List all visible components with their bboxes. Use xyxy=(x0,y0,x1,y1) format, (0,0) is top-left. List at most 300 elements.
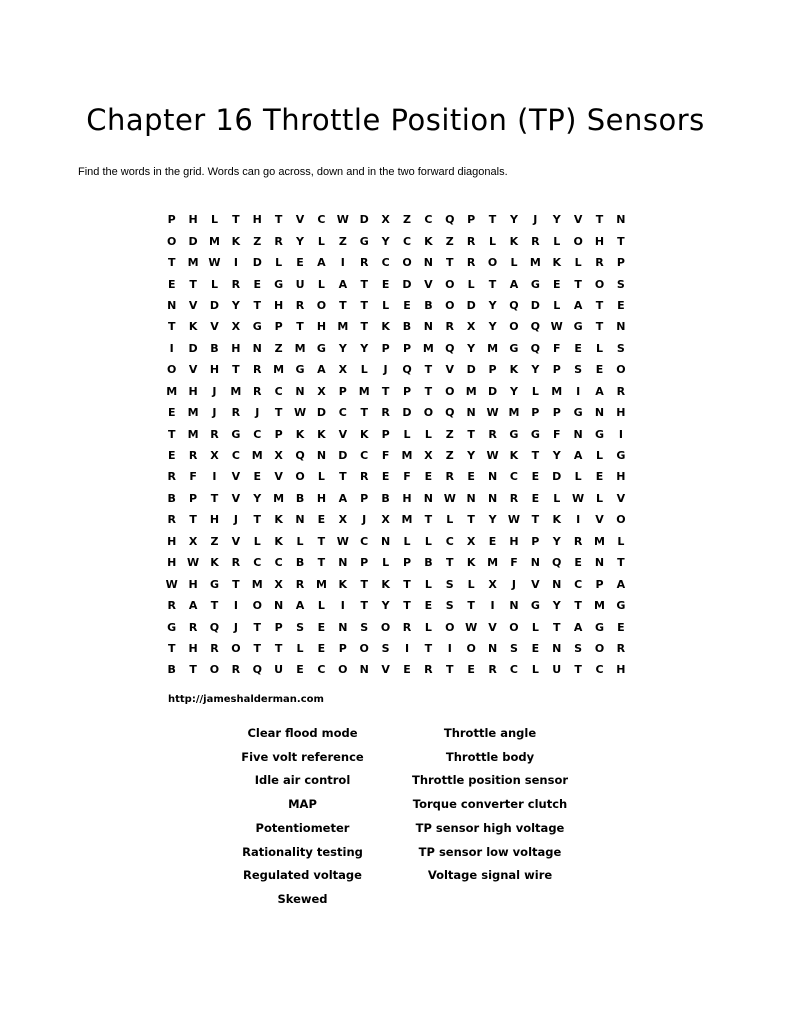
grid-cell: C xyxy=(253,556,262,570)
grid-cell: T xyxy=(595,320,604,334)
grid-cell: T xyxy=(274,406,283,420)
grid-cell: L xyxy=(275,256,283,270)
grid-cell: H xyxy=(188,577,198,591)
grid-cell: H xyxy=(188,641,198,655)
puzzle-instructions: Find the words in the grid. Words can go across, down and in the two forward diagonals. xyxy=(78,166,508,178)
grid-cell: G xyxy=(594,620,605,634)
grid-cell: L xyxy=(596,491,604,505)
grid-cell: P xyxy=(274,620,283,634)
grid-cell: M xyxy=(187,406,199,420)
grid-cell: C xyxy=(381,256,390,270)
grid-cell: P xyxy=(360,491,369,505)
grid-cell: T xyxy=(446,556,454,570)
grid-cell: T xyxy=(424,641,433,655)
word-list-item: Clear flood mode xyxy=(247,726,358,740)
grid-cell: D xyxy=(466,298,476,312)
grid-cell: E xyxy=(167,449,176,463)
grid-cell: R xyxy=(616,384,626,398)
grid-cell: K xyxy=(274,513,283,527)
grid-cell: P xyxy=(381,341,390,355)
grid-cell: Q xyxy=(445,341,455,355)
grid-cell: T xyxy=(232,213,240,227)
grid-cell: G xyxy=(295,363,305,377)
grid-cell: I xyxy=(340,599,345,613)
grid-cell: M xyxy=(401,449,413,463)
word-list-item: Rationality testing xyxy=(242,844,363,859)
grid-cell: K xyxy=(509,234,519,248)
grid-cell: N xyxy=(616,213,626,227)
grid-cell: O xyxy=(445,298,455,312)
grid-cell: E xyxy=(296,256,304,270)
grid-cell: C xyxy=(574,577,583,591)
grid-cell: T xyxy=(317,534,326,548)
grid-cell: Y xyxy=(381,599,390,613)
grid-cell: M xyxy=(529,256,541,270)
grid-cell: V xyxy=(231,470,241,484)
grid-cell: B xyxy=(424,556,433,570)
grid-cell: G xyxy=(594,427,605,441)
grid-cell: G xyxy=(252,320,262,334)
grid-cell: C xyxy=(253,427,262,441)
grid-cell: P xyxy=(402,384,412,398)
grid-cell: X xyxy=(488,577,497,591)
grid-cell: H xyxy=(616,663,626,677)
grid-cell: G xyxy=(530,277,540,291)
grid-cell: P xyxy=(552,363,561,377)
grid-cell: O xyxy=(594,641,605,655)
grid-cell: R xyxy=(616,641,626,655)
grid-cell: O xyxy=(487,256,498,270)
grid-cell: L xyxy=(210,213,218,227)
grid-cell: E xyxy=(424,599,433,613)
grid-cell: P xyxy=(616,256,625,270)
grid-cell: L xyxy=(489,234,497,248)
grid-cell: N xyxy=(466,491,476,505)
grid-cell: Y xyxy=(488,513,497,527)
grid-cell: R xyxy=(359,256,369,270)
grid-cell: S xyxy=(360,620,369,634)
grid-cell: O xyxy=(509,320,519,334)
grid-cell: X xyxy=(231,320,241,334)
grid-cell: C xyxy=(402,234,412,248)
grid-cell: E xyxy=(253,277,262,291)
grid-cell: M xyxy=(508,406,520,420)
grid-cell: T xyxy=(574,599,582,613)
grid-cell: E xyxy=(617,298,625,312)
grid-cell: D xyxy=(402,406,412,420)
grid-cell: P xyxy=(189,491,198,505)
grid-cell: B xyxy=(402,320,412,334)
grid-cell: Y xyxy=(467,449,476,463)
grid-cell: T xyxy=(253,620,262,634)
grid-cell: P xyxy=(402,556,412,570)
grid-cell: Q xyxy=(295,449,305,463)
grid-cell: A xyxy=(338,277,348,291)
grid-cell: B xyxy=(167,663,176,677)
grid-cell: A xyxy=(616,577,626,591)
grid-cell: T xyxy=(403,599,411,613)
grid-cell: H xyxy=(616,470,626,484)
grid-cell: F xyxy=(510,556,518,570)
grid-cell: O xyxy=(252,599,262,613)
grid-cell: N xyxy=(509,599,519,613)
grid-cell: L xyxy=(424,427,432,441)
grid-cell: E xyxy=(488,534,497,548)
grid-cell: O xyxy=(509,620,519,634)
grid-cell: E xyxy=(167,406,176,420)
word-list-item: TP sensor high voltage xyxy=(415,820,565,835)
grid-cell: G xyxy=(509,341,519,355)
grid-cell: R xyxy=(253,363,262,377)
grid-cell: S xyxy=(445,577,454,591)
grid-cell: I xyxy=(576,513,581,527)
grid-cell: E xyxy=(617,620,625,634)
grid-cell: M xyxy=(251,577,263,591)
grid-cell: E xyxy=(574,341,582,355)
grid-cell: E xyxy=(317,513,326,527)
grid-cell: R xyxy=(424,663,433,677)
grid-cell: O xyxy=(167,363,177,377)
grid-cell: C xyxy=(509,470,518,484)
grid-cell: N xyxy=(552,577,562,591)
grid-cell: X xyxy=(274,577,283,591)
grid-cell: Q xyxy=(402,363,412,377)
grid-cell: T xyxy=(424,384,433,398)
grid-cell: T xyxy=(424,363,433,377)
grid-cell: O xyxy=(402,256,412,270)
grid-cell: H xyxy=(509,534,519,548)
grid-cell: O xyxy=(445,384,455,398)
grid-cell: L xyxy=(296,534,304,548)
grid-cell: Z xyxy=(445,427,454,441)
grid-cell: E xyxy=(296,663,304,677)
grid-cell: N xyxy=(423,491,433,505)
grid-cell: S xyxy=(574,641,583,655)
grid-cell: W xyxy=(572,491,585,505)
grid-cell: K xyxy=(509,449,519,463)
grid-cell: J xyxy=(383,363,388,377)
grid-cell: O xyxy=(167,234,177,248)
grid-cell: K xyxy=(295,427,305,441)
grid-cell: R xyxy=(445,320,455,334)
word-list-item: Five volt reference xyxy=(241,749,364,764)
grid-cell: Z xyxy=(274,341,283,355)
grid-cell: L xyxy=(317,234,325,248)
grid-cell: Q xyxy=(445,213,455,227)
grid-cell: X xyxy=(188,534,198,548)
grid-cell: O xyxy=(231,641,241,655)
grid-cell: R xyxy=(466,256,476,270)
grid-cell: W xyxy=(486,406,499,420)
grid-cell: X xyxy=(338,363,348,377)
grid-cell: M xyxy=(487,556,499,570)
grid-cell: F xyxy=(403,470,411,484)
grid-cell: H xyxy=(594,234,605,248)
grid-cell: P xyxy=(531,406,540,420)
grid-cell: R xyxy=(573,534,583,548)
grid-cell: E xyxy=(531,641,540,655)
grid-cell: S xyxy=(296,620,304,634)
grid-cell: I xyxy=(447,641,452,655)
grid-cell: T xyxy=(574,663,582,677)
grid-cell: W xyxy=(486,449,499,463)
grid-cell: V xyxy=(231,534,241,548)
grid-cell: L xyxy=(253,534,261,548)
grid-cell: R xyxy=(274,234,283,248)
grid-cell: R xyxy=(210,641,219,655)
grid-cell: L xyxy=(403,427,411,441)
grid-cell: L xyxy=(531,663,539,677)
grid-cell: M xyxy=(166,384,178,398)
grid-cell: P xyxy=(531,534,540,548)
grid-cell: I xyxy=(576,384,581,398)
word-list-item: Idle air control xyxy=(254,773,351,788)
grid-cell: R xyxy=(188,620,198,634)
grid-cell: T xyxy=(253,513,262,527)
grid-cell: K xyxy=(317,427,326,441)
grid-cell: C xyxy=(231,449,240,463)
grid-cell: N xyxy=(594,556,605,570)
grid-cell: T xyxy=(360,320,368,334)
grid-cell: E xyxy=(595,363,604,377)
grid-cell: A xyxy=(573,449,583,463)
grid-cell: T xyxy=(360,277,368,291)
grid-cell: R xyxy=(210,427,219,441)
grid-cell: G xyxy=(209,577,219,591)
grid-cell: W xyxy=(336,213,349,227)
grid-cell: T xyxy=(167,320,176,334)
word-list-item: Voltage signal wire xyxy=(427,868,553,883)
grid-cell: D xyxy=(316,406,326,420)
grid-cell: T xyxy=(210,599,219,613)
grid-cell: I xyxy=(340,256,345,270)
grid-cell: N xyxy=(487,641,498,655)
grid-cell: A xyxy=(338,491,348,505)
grid-cell: U xyxy=(274,663,284,677)
grid-cell: X xyxy=(381,513,390,527)
grid-cell: R xyxy=(231,556,241,570)
grid-cell: T xyxy=(232,363,240,377)
grid-cell: N xyxy=(167,298,177,312)
grid-cell: I xyxy=(233,256,238,270)
grid-cell: T xyxy=(595,213,604,227)
grid-cell: R xyxy=(488,663,497,677)
word-list-right-column xyxy=(390,722,590,888)
grid-cell: S xyxy=(616,341,625,355)
grid-cell: M xyxy=(358,384,370,398)
grid-cell: E xyxy=(403,298,411,312)
grid-cell: Y xyxy=(296,234,305,248)
grid-cell: H xyxy=(188,384,198,398)
grid-cell: J xyxy=(233,620,238,634)
grid-cell: Q xyxy=(552,556,562,570)
grid-cell: K xyxy=(466,556,476,570)
grid-cell: C xyxy=(274,556,283,570)
grid-cell: T xyxy=(617,234,625,248)
grid-cell: V xyxy=(188,298,198,312)
grid-cell: L xyxy=(424,577,432,591)
grid-cell: P xyxy=(402,341,412,355)
grid-cell: W xyxy=(443,491,456,505)
grid-cell: J xyxy=(362,513,367,527)
grid-cell: T xyxy=(167,427,176,441)
grid-cell: S xyxy=(509,641,518,655)
grid-cell: X xyxy=(317,384,326,398)
grid-cell: Y xyxy=(509,384,518,398)
grid-cell: M xyxy=(273,363,285,377)
grid-cell: O xyxy=(359,641,369,655)
grid-cell: L xyxy=(382,556,390,570)
grid-cell: T xyxy=(317,556,326,570)
grid-cell: Y xyxy=(253,491,262,505)
grid-cell: J xyxy=(212,406,217,420)
grid-cell: O xyxy=(573,234,583,248)
grid-cell: N xyxy=(594,406,605,420)
grid-cell: R xyxy=(402,620,412,634)
grid-cell: C xyxy=(317,213,326,227)
grid-cell: H xyxy=(316,491,327,505)
grid-cell: D xyxy=(487,384,498,398)
grid-cell: L xyxy=(424,620,432,634)
grid-cell: D xyxy=(530,298,540,312)
grid-cell: T xyxy=(210,491,219,505)
grid-cell: T xyxy=(360,406,368,420)
grid-cell: T xyxy=(296,320,304,334)
grid-cell: H xyxy=(188,213,198,227)
grid-cell: J xyxy=(511,577,516,591)
grid-cell: Y xyxy=(531,363,540,377)
grid-cell: D xyxy=(359,213,369,227)
grid-cell: I xyxy=(233,599,238,613)
grid-cell: T xyxy=(360,577,368,591)
grid-cell: P xyxy=(552,406,561,420)
grid-cell: R xyxy=(531,234,540,248)
grid-cell: R xyxy=(359,470,369,484)
grid-cell: P xyxy=(338,384,347,398)
grid-cell: A xyxy=(295,599,305,613)
grid-cell: O xyxy=(594,277,605,291)
grid-cell: I xyxy=(490,599,495,613)
grid-cell: D xyxy=(466,363,476,377)
grid-cell: Y xyxy=(231,298,240,312)
grid-cell: T xyxy=(189,663,197,677)
grid-cell: A xyxy=(573,620,583,634)
grid-cell: Q xyxy=(530,341,541,355)
grid-cell: L xyxy=(317,277,325,291)
grid-cell: I xyxy=(404,641,410,655)
grid-cell: R xyxy=(295,298,305,312)
grid-cell: N xyxy=(423,256,433,270)
grid-cell: T xyxy=(467,599,475,613)
word-list-item: TP sensor low voltage xyxy=(418,844,562,859)
grid-cell: J xyxy=(233,513,238,527)
grid-cell: N xyxy=(295,513,305,527)
grid-cell: S xyxy=(574,363,583,377)
grid-cell: A xyxy=(317,363,326,377)
grid-cell: R xyxy=(167,470,176,484)
grid-cell: P xyxy=(360,556,369,570)
grid-cell: R xyxy=(231,663,241,677)
grid-cell: V xyxy=(338,427,348,441)
grid-cell: A xyxy=(509,277,519,291)
grid-cell: D xyxy=(338,449,348,463)
grid-cell: Z xyxy=(338,234,347,248)
grid-cell: T xyxy=(531,449,540,463)
grid-cell: Y xyxy=(552,599,561,613)
grid-cell: M xyxy=(465,384,477,398)
grid-cell: L xyxy=(317,599,325,613)
grid-cell: T xyxy=(339,470,347,484)
grid-cell: A xyxy=(317,256,326,270)
grid-cell: P xyxy=(595,577,604,591)
grid-cell: E xyxy=(403,663,411,677)
grid-cell: T xyxy=(381,384,390,398)
grid-cell: K xyxy=(274,534,283,548)
source-link[interactable]: http://jameshalderman.com xyxy=(168,694,324,705)
grid-cell: W xyxy=(465,620,478,634)
grid-cell: L xyxy=(574,470,582,484)
grid-cell: G xyxy=(359,234,369,248)
grid-cell: W xyxy=(165,577,178,591)
grid-cell: R xyxy=(253,384,262,398)
grid-cell: G xyxy=(530,599,540,613)
grid-cell: H xyxy=(402,491,412,505)
grid-cell: N xyxy=(552,641,562,655)
grid-cell: L xyxy=(553,298,561,312)
grid-cell: R xyxy=(595,256,604,270)
grid-cell: L xyxy=(553,234,561,248)
grid-cell: T xyxy=(253,298,262,312)
grid-cell: V xyxy=(231,491,241,505)
grid-cell: Y xyxy=(552,213,561,227)
grid-cell: O xyxy=(295,470,305,484)
grid-cell: L xyxy=(531,384,539,398)
word-search-grid xyxy=(161,209,632,681)
grid-cell: L xyxy=(382,298,390,312)
grid-cell: X xyxy=(338,513,348,527)
grid-cell: Q xyxy=(445,406,455,420)
grid-cell: T xyxy=(574,277,582,291)
grid-cell: C xyxy=(360,534,369,548)
grid-cell: V xyxy=(381,663,390,677)
grid-cell: T xyxy=(167,256,176,270)
grid-cell: T xyxy=(232,577,240,591)
word-list-item: Regulated voltage xyxy=(243,868,362,883)
grid-cell: T xyxy=(424,513,433,527)
grid-cell: C xyxy=(274,384,283,398)
grid-cell: N xyxy=(466,406,476,420)
grid-cell: K xyxy=(424,234,433,248)
grid-cell: E xyxy=(253,470,262,484)
grid-cell: Y xyxy=(338,341,347,355)
grid-cell: O xyxy=(445,277,455,291)
grid-cell: B xyxy=(210,341,219,355)
grid-cell: D xyxy=(188,234,198,248)
grid-cell: R xyxy=(488,427,497,441)
grid-cell: S xyxy=(616,277,625,291)
grid-cell: H xyxy=(274,298,284,312)
grid-cell: G xyxy=(573,406,583,420)
grid-cell: P xyxy=(338,641,347,655)
grid-cell: E xyxy=(381,470,390,484)
grid-cell: Y xyxy=(552,534,561,548)
grid-cell: T xyxy=(531,513,540,527)
grid-cell: V xyxy=(595,513,604,527)
grid-cell: L xyxy=(446,513,454,527)
grid-cell: G xyxy=(509,427,519,441)
grid-cell: T xyxy=(360,599,368,613)
grid-cell: M xyxy=(187,256,199,270)
